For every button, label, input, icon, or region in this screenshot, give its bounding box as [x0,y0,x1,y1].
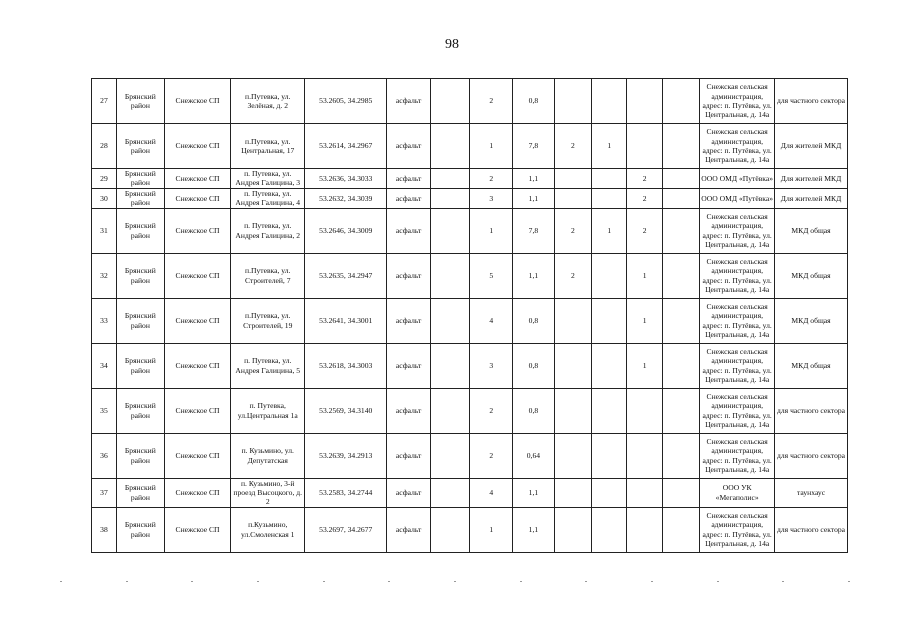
cell-col-11 [592,507,627,552]
cell-col-13 [662,388,699,433]
cell-address: п. Путевка, ул. Андрея Галицина, 5 [231,343,305,388]
cell-owner: ООО ОМД «Путёвка» [700,188,775,208]
cell-coordinates: 53.2569, 34.3140 [305,388,387,433]
cell-container-count: 1 [470,507,513,552]
cell-volume: 7,8 [513,208,555,253]
cell-address: п. Путевка, ул. Андрея Галицина, 4 [231,188,305,208]
cell-surface: асфальт [387,124,431,169]
cell-owner: Снежская сельская администрация, адрес: п. Путёвка, ул. Центральная, д. 14а [700,343,775,388]
cell-district: Брянский район [116,298,164,343]
table-row [92,124,848,169]
cell-col-13 [662,507,699,552]
cell-purpose: МКД общая [775,343,848,388]
cell-col-13 [662,478,699,507]
cell-col-10 [554,433,591,478]
table-row [92,343,848,388]
cell-container-count: 4 [470,478,513,507]
cell-surface: асфальт [387,188,431,208]
cell-purpose: таунхаус [775,478,848,507]
cell-container-count: 2 [470,79,513,124]
cell-volume: 0,8 [513,298,555,343]
cell-volume: 0,8 [513,79,555,124]
cell-volume: 0,8 [513,388,555,433]
cell-number: 32 [92,253,117,298]
cell-settlement: Снежское СП [164,79,231,124]
cell-col-12: 2 [627,169,662,189]
cell-col-11: 1 [592,208,627,253]
cell-col-11 [592,343,627,388]
cell-settlement: Снежское СП [164,478,231,507]
cell-owner: ООО ОМД «Путёвка» [700,169,775,189]
cell-col-11 [592,253,627,298]
cell-settlement: Снежское СП [164,298,231,343]
cell-container-count: 3 [470,343,513,388]
table-row [92,253,848,298]
cell-col-7 [430,79,470,124]
cell-volume: 1,1 [513,507,555,552]
table-row [92,388,848,433]
cell-col-13 [662,253,699,298]
cell-container-count: 1 [470,124,513,169]
cell-number: 28 [92,124,117,169]
cell-owner: Снежская сельская администрация, адрес: п. Путёвка, ул. Центральная, д. 14а [700,253,775,298]
cell-col-11 [592,298,627,343]
cell-col-10 [554,388,591,433]
cell-owner: Снежская сельская администрация, адрес: п. Путёвка, ул. Центральная, д. 14а [700,388,775,433]
cell-container-count: 5 [470,253,513,298]
cell-volume: 7,8 [513,124,555,169]
cell-surface: асфальт [387,433,431,478]
cell-col-11 [592,478,627,507]
cell-district: Брянский район [116,433,164,478]
cell-settlement: Снежское СП [164,124,231,169]
cell-col-12 [627,478,662,507]
table-row [92,169,848,189]
cell-coordinates: 53.2646, 34.3009 [305,208,387,253]
cell-col-11 [592,169,627,189]
table-row [92,79,848,124]
cell-purpose: Для жителей МКД [775,188,848,208]
cell-address: п. Путевка, ул. Андрея Галицина, 2 [231,208,305,253]
cell-address: п.Путевка, ул. Строителей, 19 [231,298,305,343]
cell-number: 34 [92,343,117,388]
cell-col-7 [430,253,470,298]
cell-address: п. Кузьмино, ул. Депутатская [231,433,305,478]
cell-address: п. Кузьмино, 3-й проезд Высоцкого, д. 2 [231,478,305,507]
cell-coordinates: 53.2641, 34.3001 [305,298,387,343]
cell-purpose: МКД общая [775,208,848,253]
cell-number: 27 [92,79,117,124]
cell-col-13 [662,433,699,478]
cell-col-7 [430,124,470,169]
cell-col-13 [662,124,699,169]
registry-body [92,79,848,553]
cell-container-count: 2 [470,169,513,189]
cell-col-12: 1 [627,343,662,388]
cell-address: п.Путевка, ул. Строителей, 7 [231,253,305,298]
cell-col-7 [430,507,470,552]
cell-col-7 [430,433,470,478]
cell-col-10 [554,478,591,507]
cell-surface: асфальт [387,343,431,388]
cell-col-11 [592,79,627,124]
cell-col-10 [554,169,591,189]
cell-volume: 1,1 [513,188,555,208]
cell-settlement: Снежское СП [164,169,231,189]
cell-col-10 [554,79,591,124]
cell-address: п. Путевка, ул. Андрея Галицина, 3 [231,169,305,189]
cell-col-12: 2 [627,188,662,208]
cell-address: п.Кузьмино, ул.Смоленская 1 [231,507,305,552]
cell-surface: асфальт [387,507,431,552]
scan-noise [60,578,850,584]
cell-settlement: Снежское СП [164,388,231,433]
cell-number: 36 [92,433,117,478]
cell-surface: асфальт [387,79,431,124]
cell-number: 29 [92,169,117,189]
table-row [92,208,848,253]
cell-col-10: 2 [554,124,591,169]
cell-col-12: 1 [627,298,662,343]
cell-coordinates: 53.2605, 34.2985 [305,79,387,124]
cell-volume: 1,1 [513,478,555,507]
cell-col-13 [662,343,699,388]
cell-number: 31 [92,208,117,253]
cell-col-13 [662,208,699,253]
cell-settlement: Снежское СП [164,188,231,208]
cell-col-10 [554,188,591,208]
cell-volume: 0,8 [513,343,555,388]
cell-purpose: МКД общая [775,253,848,298]
cell-coordinates: 53.2636, 34.3033 [305,169,387,189]
cell-purpose: Для жителей МКД [775,169,848,189]
cell-surface: асфальт [387,478,431,507]
cell-volume: 0,64 [513,433,555,478]
cell-coordinates: 53.2583, 34.2744 [305,478,387,507]
cell-container-count: 2 [470,388,513,433]
cell-settlement: Снежское СП [164,343,231,388]
cell-district: Брянский район [116,124,164,169]
cell-col-11 [592,188,627,208]
cell-district: Брянский район [116,478,164,507]
cell-purpose: для частного сектора [775,507,848,552]
cell-col-13 [662,188,699,208]
cell-settlement: Снежское СП [164,433,231,478]
cell-col-12: 2 [627,208,662,253]
cell-coordinates: 53.2697, 34.2677 [305,507,387,552]
cell-col-7 [430,298,470,343]
cell-col-7 [430,188,470,208]
cell-owner: Снежская сельская администрация, адрес: п. Путёвка, ул. Центральная, д. 14а [700,433,775,478]
cell-district: Брянский район [116,79,164,124]
table-row [92,478,848,507]
cell-col-12 [627,433,662,478]
cell-col-7 [430,169,470,189]
cell-volume: 1,1 [513,169,555,189]
cell-number: 37 [92,478,117,507]
cell-surface: асфальт [387,388,431,433]
cell-surface: асфальт [387,169,431,189]
cell-district: Брянский район [116,507,164,552]
table-row [92,433,848,478]
cell-number: 38 [92,507,117,552]
cell-col-12 [627,124,662,169]
cell-coordinates: 53.2632, 34.3039 [305,188,387,208]
cell-district: Брянский район [116,343,164,388]
cell-col-7 [430,208,470,253]
cell-purpose: МКД общая [775,298,848,343]
page-number: 98 [445,37,459,52]
cell-surface: асфальт [387,253,431,298]
cell-col-7 [430,478,470,507]
cell-container-count: 2 [470,433,513,478]
cell-col-13 [662,298,699,343]
cell-address: п.Путевка, ул. Центральная, 17 [231,124,305,169]
cell-container-count: 3 [470,188,513,208]
cell-coordinates: 53.2614, 34.2967 [305,124,387,169]
cell-purpose: для частного сектора [775,79,848,124]
cell-coordinates: 53.2618, 34.3003 [305,343,387,388]
cell-col-7 [430,388,470,433]
cell-address: п. Путевка, ул.Центральная 1а [231,388,305,433]
cell-coordinates: 53.2639, 34.2913 [305,433,387,478]
cell-purpose: для частного сектора [775,388,848,433]
cell-number: 33 [92,298,117,343]
cell-col-12 [627,388,662,433]
cell-col-10: 2 [554,253,591,298]
cell-owner: ООО УК «Мегаполис» [700,478,775,507]
cell-col-12 [627,507,662,552]
cell-district: Брянский район [116,253,164,298]
cell-surface: асфальт [387,298,431,343]
cell-surface: асфальт [387,208,431,253]
cell-number: 30 [92,188,117,208]
table-row [92,507,848,552]
cell-col-11 [592,388,627,433]
table-row [92,188,848,208]
cell-owner: Снежская сельская администрация, адрес: п. Путёвка, ул. Центральная, д. 14а [700,507,775,552]
cell-settlement: Снежское СП [164,208,231,253]
cell-owner: Снежская сельская администрация, адрес: п. Путёвка, ул. Центральная, д. 14а [700,298,775,343]
cell-owner: Снежская сельская администрация, адрес: п. Путёвка, ул. Центральная, д. 14а [700,79,775,124]
cell-col-7 [430,343,470,388]
cell-col-10: 2 [554,208,591,253]
cell-col-11 [592,433,627,478]
cell-district: Брянский район [116,169,164,189]
cell-district: Брянский район [116,208,164,253]
cell-col-10 [554,298,591,343]
cell-district: Брянский район [116,188,164,208]
cell-address: п.Путевка, ул. Зелёная, д. 2 [231,79,305,124]
cell-container-count: 4 [470,298,513,343]
cell-col-13 [662,79,699,124]
cell-volume: 1,1 [513,253,555,298]
cell-col-12 [627,79,662,124]
cell-purpose: Для жителей МКД [775,124,848,169]
cell-col-13 [662,169,699,189]
cell-col-12: 1 [627,253,662,298]
table-row [92,298,848,343]
cell-col-11: 1 [592,124,627,169]
registry-table [91,78,848,553]
cell-district: Брянский район [116,388,164,433]
cell-settlement: Снежское СП [164,507,231,552]
cell-purpose: для частного сектора [775,433,848,478]
cell-owner: Снежская сельская администрация, адрес: п. Путёвка, ул. Центральная, д. 14а [700,124,775,169]
cell-settlement: Снежское СП [164,253,231,298]
cell-coordinates: 53.2635, 34.2947 [305,253,387,298]
cell-col-10 [554,507,591,552]
cell-number: 35 [92,388,117,433]
cell-owner: Снежская сельская администрация, адрес: п. Путёвка, ул. Центральная, д. 14а [700,208,775,253]
cell-col-10 [554,343,591,388]
cell-container-count: 1 [470,208,513,253]
